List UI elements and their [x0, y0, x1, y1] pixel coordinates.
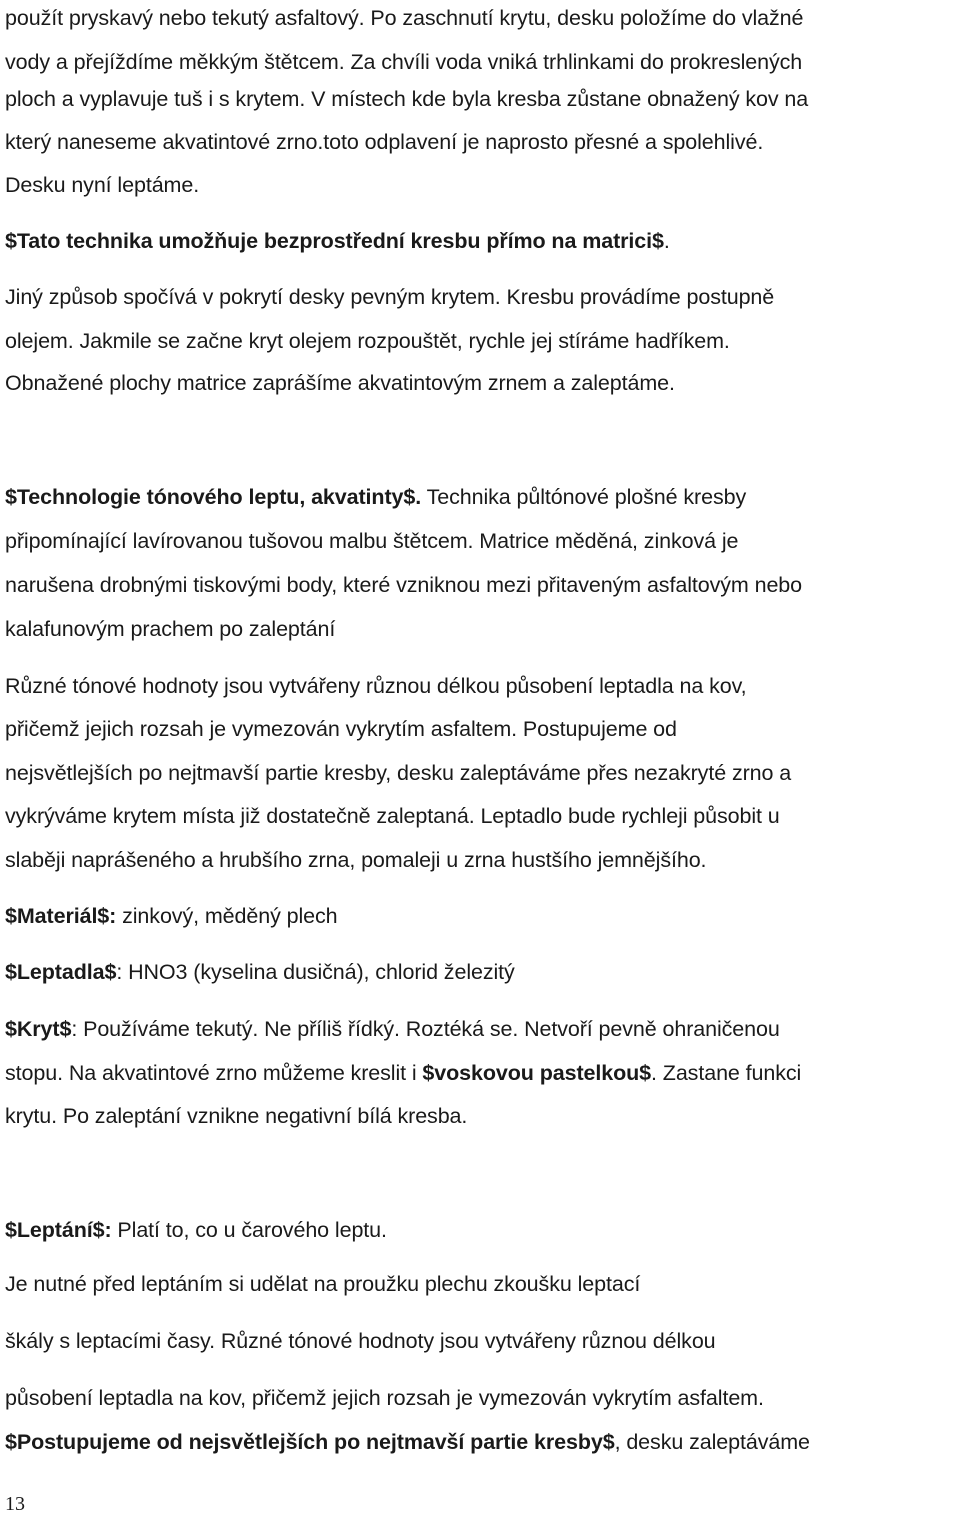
text-run: : HNO3 (kyselina dusičná), chlorid železitý: [116, 960, 515, 984]
text-run: přičemž jejich rozsah je vymezován vykrytím asfaltem. Postupujeme od: [5, 717, 677, 741]
page-number: 13: [5, 1493, 25, 1515]
text-run: použít pryskavý nebo tekutý asfaltový. Po zaschnutí krytu, desku položíme do vlažné: [5, 6, 804, 30]
paragraph-line: [5, 759, 791, 787]
paragraph-line: [5, 4, 803, 32]
paragraph-line: [5, 48, 802, 76]
paragraph-line: [5, 1059, 801, 1087]
paragraph-line: [5, 128, 763, 156]
text-run: .: [663, 229, 670, 253]
paragraph-line: [5, 1327, 716, 1355]
text-run: . Zastane funkci: [651, 1061, 802, 1085]
bold-text: $Leptadla$: [5, 960, 117, 984]
text-run: škály s leptacími časy. Různé tónové hodnoty jsou vytvářeny různou délkou: [5, 1329, 716, 1353]
text-run: Je nutné před leptáním si udělat na proužku plechu zkoušku leptací: [5, 1272, 641, 1296]
paragraph-line: [5, 1270, 640, 1298]
text-run: Technika půltónové plošné kresby: [421, 485, 747, 509]
bold-text: $Tato technika umožňuje bezprostřední kresbu přímo na matrici$: [5, 229, 664, 253]
text-run: Desku nyní leptáme.: [5, 173, 200, 197]
bold-text: $Leptání$:: [5, 1218, 112, 1242]
paragraph-line: [5, 171, 199, 199]
text-run: olejem. Jakmile se začne kryt olejem rozpouštět, rychle jej stíráme hadříkem.: [5, 329, 730, 353]
paragraph-line: [5, 327, 730, 355]
text-run: ploch a vyplavuje tuš i s krytem. V místech kde byla kresba zůstane obnažený kov na: [5, 87, 809, 111]
etchant-line: [5, 958, 515, 986]
text-run: který naneseme akvatintové zrno.toto odplavení je naprosto přesné a spolehlivé.: [5, 130, 764, 154]
paragraph-line: [5, 283, 774, 311]
paragraph-line: [5, 1102, 467, 1130]
text-run: vykrýváme krytem místa již dostatečně zaleptaná. Leptadlo bude rychleji působit u: [5, 804, 780, 828]
cover-line: [5, 1015, 780, 1043]
bold-text: $Materiál$:: [5, 904, 117, 928]
paragraph-line: [5, 672, 747, 700]
text-run: připomínající lavírovanou tušovou malbu štětcem. Matrice měděná, zinková je: [5, 529, 739, 553]
paragraph-line: [5, 846, 706, 874]
paragraph-line: [5, 571, 802, 599]
text-run: krytu. Po zaleptání vznikne negativní bílá kresba.: [5, 1104, 468, 1128]
text-run: kalafunovým prachem po zaleptání: [5, 617, 336, 641]
text-run: : Používáme tekutý. Ne příliš řídký. Roztéká se. Netvoří pevně ohraničenou: [71, 1017, 780, 1041]
material-line: [5, 902, 338, 930]
text-run: slaběji naprášeného a hrubšího zrna, pomaleji u zrna hustšího jemnějšího.: [5, 848, 707, 872]
bold-text: $voskovou pastelkou$: [422, 1061, 652, 1085]
paragraph-line: [5, 615, 335, 643]
text-run: zinkový, měděný plech: [116, 904, 338, 928]
text-run: vody a přejíždíme měkkým štětcem. Za chvíli voda vniká trhlinkami do prokreslených: [5, 50, 803, 74]
heading-line: [5, 227, 670, 255]
paragraph-line: [5, 527, 738, 555]
heading-line: [5, 483, 746, 511]
bold-text: $Postupujeme od nejsvětlejších po nejtmavší partie kresby$: [5, 1430, 615, 1454]
paragraph-line: [5, 715, 677, 743]
text-run: , desku zaleptáváme: [614, 1430, 810, 1454]
paragraph-line: [5, 85, 808, 113]
paragraph-line: [5, 1428, 810, 1456]
text-run: narušena drobnými tiskovými body, které vzniknou mezi přitaveným asfaltovým nebo: [5, 573, 803, 597]
paragraph-line: [5, 1384, 764, 1412]
bold-text: $Technologie tónového leptu, akvatinty$.: [5, 485, 422, 509]
text-run: Různé tónové hodnoty jsou vytvářeny různou délkou působení leptadla na kov,: [5, 674, 747, 698]
etching-line: [5, 1216, 387, 1244]
bold-text: $Kryt$: [5, 1017, 72, 1041]
text-run: nejsvětlejších po nejtmavší partie kresby, desku zaleptáváme přes nezakryté zrno a: [5, 761, 792, 785]
text-run: stopu. Na akvatintové zrno můžeme kreslit i: [5, 1061, 423, 1085]
text-run: Jiný způsob spočívá v pokrytí desky pevným krytem. Kresbu provádíme postupně: [5, 285, 775, 309]
paragraph-line: [5, 369, 675, 397]
paragraph-line: [5, 802, 780, 830]
text-run: působení leptadla na kov, přičemž jejich rozsah je vymezován vykrytím asfaltem.: [5, 1386, 764, 1410]
text-run: Platí to, co u čarového leptu.: [111, 1218, 387, 1242]
text-run: Obnažené plochy matrice zaprášíme akvatintovým zrnem a zaleptáme.: [5, 371, 675, 395]
